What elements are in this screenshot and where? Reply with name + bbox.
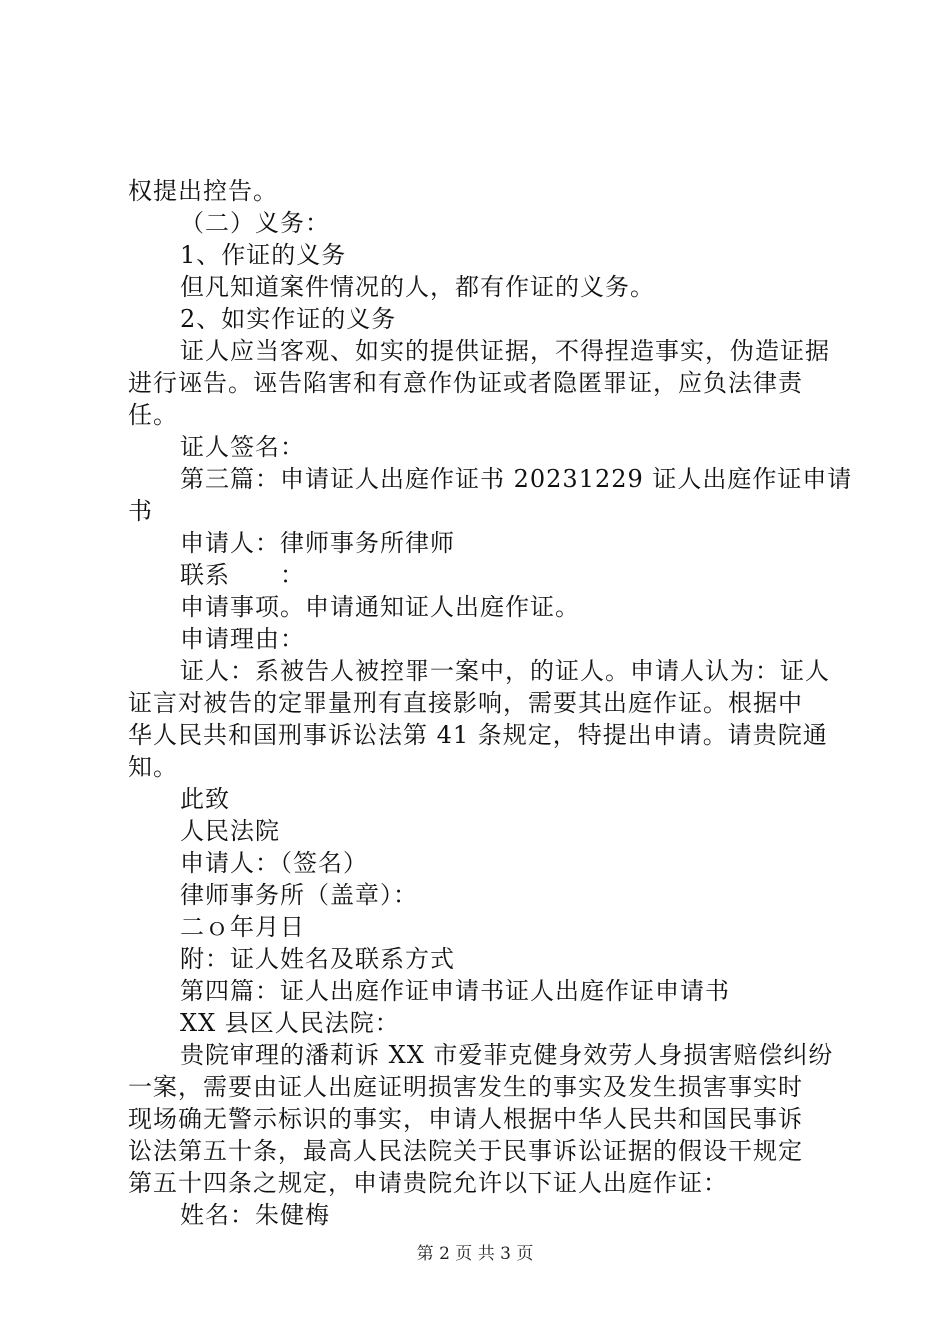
text-line: （二）义务： xyxy=(180,209,330,237)
text-line: 二ｏ年月日 xyxy=(180,913,305,941)
text-line: 证言对被告的定罪量刑有直接影响，需要其出庭作证。根据中 xyxy=(128,689,803,717)
page-footer: 第 2 页 共 3 页 xyxy=(416,1244,534,1264)
text-line: 现场确无警示标识的事实，申请人根据中华人民共和国民事诉 xyxy=(128,1105,803,1133)
text-line: 证人：系被告人被控罪一案中，的证人。申请人认为：证人 xyxy=(180,657,830,685)
text-line: 律师事务所（盖章）： xyxy=(180,881,418,909)
text-line: 申请人：（签名） xyxy=(180,849,368,877)
text-line: 证人签名： xyxy=(180,433,305,461)
text-line: 姓名：朱健梅 xyxy=(180,1201,330,1229)
section-heading: 第三篇：申请证人出庭作证书 20231229 证人出庭作证申请 xyxy=(180,465,853,493)
text-line: 权提出控告。 xyxy=(128,177,278,205)
section-heading-continued: 书 xyxy=(128,497,153,525)
text-line: 附：证人姓名及联系方式 xyxy=(180,945,455,973)
text-line: 申请事项。申请通知证人出庭作证。 xyxy=(180,593,580,621)
text-line: 此致 xyxy=(180,785,230,813)
text-line: 知。 xyxy=(128,753,178,781)
text-line: 申请理由： xyxy=(180,625,305,653)
text-line: 申请人：律师事务所律师 xyxy=(180,529,455,557)
text-line: 证人应当客观、如实的提供证据，不得捏造事实，伪造证据 xyxy=(180,337,830,365)
text-line: 人民法院 xyxy=(180,817,280,845)
text-line: 联系 ： xyxy=(180,561,305,589)
text-line: 讼法第五十条，最高人民法院关于民事诉讼证据的假设干规定 xyxy=(128,1137,803,1165)
text-line: XX 县区人民法院： xyxy=(180,1009,400,1037)
text-line: 华人民共和国刑事诉讼法第 41 条规定，特提出申请。请贵院通 xyxy=(128,721,828,749)
text-line: 贵院审理的潘莉诉 XX 市爱菲克健身效劳人身损害赔偿纠纷 xyxy=(180,1041,834,1069)
text-line: 进行诬告。诬告陷害和有意作伪证或者隐匿罪证，应负法律责 xyxy=(128,369,803,397)
text-line: 但凡知道案件情况的人，都有作证的义务。 xyxy=(180,273,655,301)
document-body xyxy=(128,175,853,1231)
text-line: 1、作证的义务 xyxy=(180,241,347,269)
text-line: 2、如实作证的义务 xyxy=(180,305,397,333)
text-line: 一案，需要由证人出庭证明损害发生的事实及发生损害事实时 xyxy=(128,1073,803,1101)
text-line: 任。 xyxy=(128,401,178,429)
text-line: 第五十四条之规定，申请贵院允许以下证人出庭作证： xyxy=(128,1169,728,1197)
section-heading: 第四篇：证人出庭作证申请书证人出庭作证申请书 xyxy=(180,977,730,1005)
